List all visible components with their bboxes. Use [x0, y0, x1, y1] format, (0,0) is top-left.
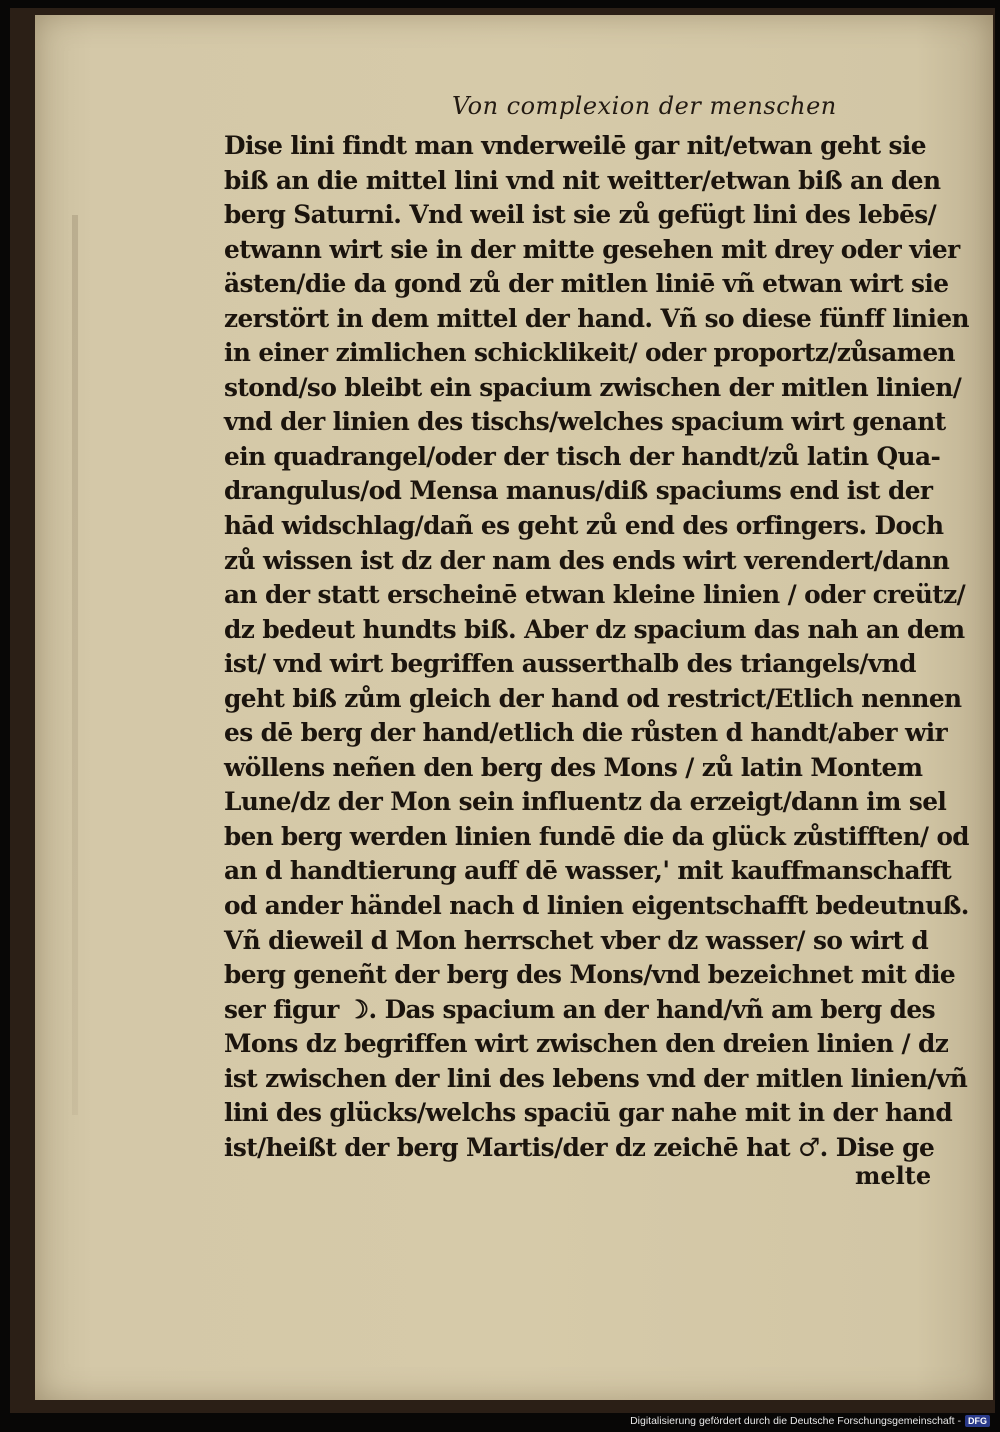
text-line: lini des glücks/welchs spaciū gar nahe mit in der hand	[224, 1098, 953, 1128]
text-line: geht biß zům gleich der hand od restrict/Etlich nennen	[224, 683, 962, 713]
text-line: etwann wirt sie in der mitte gesehen mit drey oder vier	[224, 234, 960, 264]
body-text	[224, 129, 974, 1165]
text-line: vnd der linien des tischs/welches spacium wirt genant	[224, 407, 946, 437]
text-line: zerstört in dem mittel der hand. Vñ so diese fünff linien	[224, 303, 969, 333]
text-line: berg Saturni. Vnd weil ist sie zů gefügt lini des lebēs/	[224, 200, 937, 230]
text-line: Mons dz begriffen wirt zwischen den dreien linien / dz	[224, 1029, 949, 1059]
page-gutter	[72, 215, 78, 1115]
running-title: Von complexion der menschen	[452, 92, 837, 120]
text-line: zů wissen ist dz der nam des ends wirt verendert/dann	[224, 545, 950, 575]
text-line: ben berg werden linien fundē die da glück zůstifften/ od	[224, 821, 969, 851]
text-line: ein quadrangel/oder der tisch der handt/zů latin Qua-	[224, 441, 941, 471]
text-line: in einer zimlichen schicklikeit/ oder proportz/zůsamen	[224, 338, 956, 368]
text-line: od ander händel nach d linien eigentschafft bedeutnuß.	[224, 891, 969, 921]
text-line: stond/so bleibt ein spacium zwischen der mitlen linien/	[224, 372, 962, 402]
catchword: melte	[855, 1161, 932, 1190]
funding-credit: Digitalisierung gefördert durch die Deutsche Forschungsgemeinschaft -	[630, 1415, 961, 1427]
text-line: drangulus/od Mensa manus/diß spaciums end ist der	[224, 476, 933, 506]
text-line: biß an die mittel lini vnd nit weitter/etwan biß an den	[224, 165, 941, 195]
text-line: Lune/dz der Mon sein influentz da erzeigt/dann im sel	[224, 787, 947, 817]
text-line: ästen/die da gond zů der mitlen liniē vñ etwan wirt sie	[224, 269, 949, 299]
text-line: hād widschlag/dañ es geht zů end des orfingers. Doch	[224, 511, 944, 541]
text-line: ser figur ☽. Das spacium an der hand/vñ am berg des	[224, 994, 936, 1024]
text-line: es dē berg der hand/etlich die růsten d handt/aber wir	[224, 718, 948, 748]
digitization-footer	[630, 1413, 990, 1429]
text-line: ist/ vnd wirt begriffen ausserthalb des triangels/vnd	[224, 649, 916, 679]
text-line: ist zwischen der lini des lebens vnd der mitlen linien/vñ	[224, 1063, 968, 1093]
text-line: Vñ dieweil d Mon herrschet vber dz wasser/ so wirt d	[224, 925, 929, 955]
text-line: wöllens neñen den berg des Mons / zů latin Montem	[224, 752, 923, 782]
text-line: an der statt erscheinē etwan kleine linien / oder creütz/	[224, 580, 966, 610]
text-line: berg geneñt der berg des Mons/vnd bezeichnet mit die	[224, 960, 956, 990]
text-line: Dise lini findt man vnderweilē gar nit/etwan geht sie	[224, 131, 926, 160]
dfg-logo-icon: DFG	[965, 1415, 990, 1427]
text-line: an d handtierung auff dē wasser,' mit kauffmanschafft	[224, 856, 952, 886]
text-line: ist/heißt der berg Martis/der dz zeichē hat ♂. Dise ge	[224, 1132, 935, 1162]
text-line: dz bedeut hundts biß. Aber dz spacium das nah an dem	[224, 614, 965, 644]
